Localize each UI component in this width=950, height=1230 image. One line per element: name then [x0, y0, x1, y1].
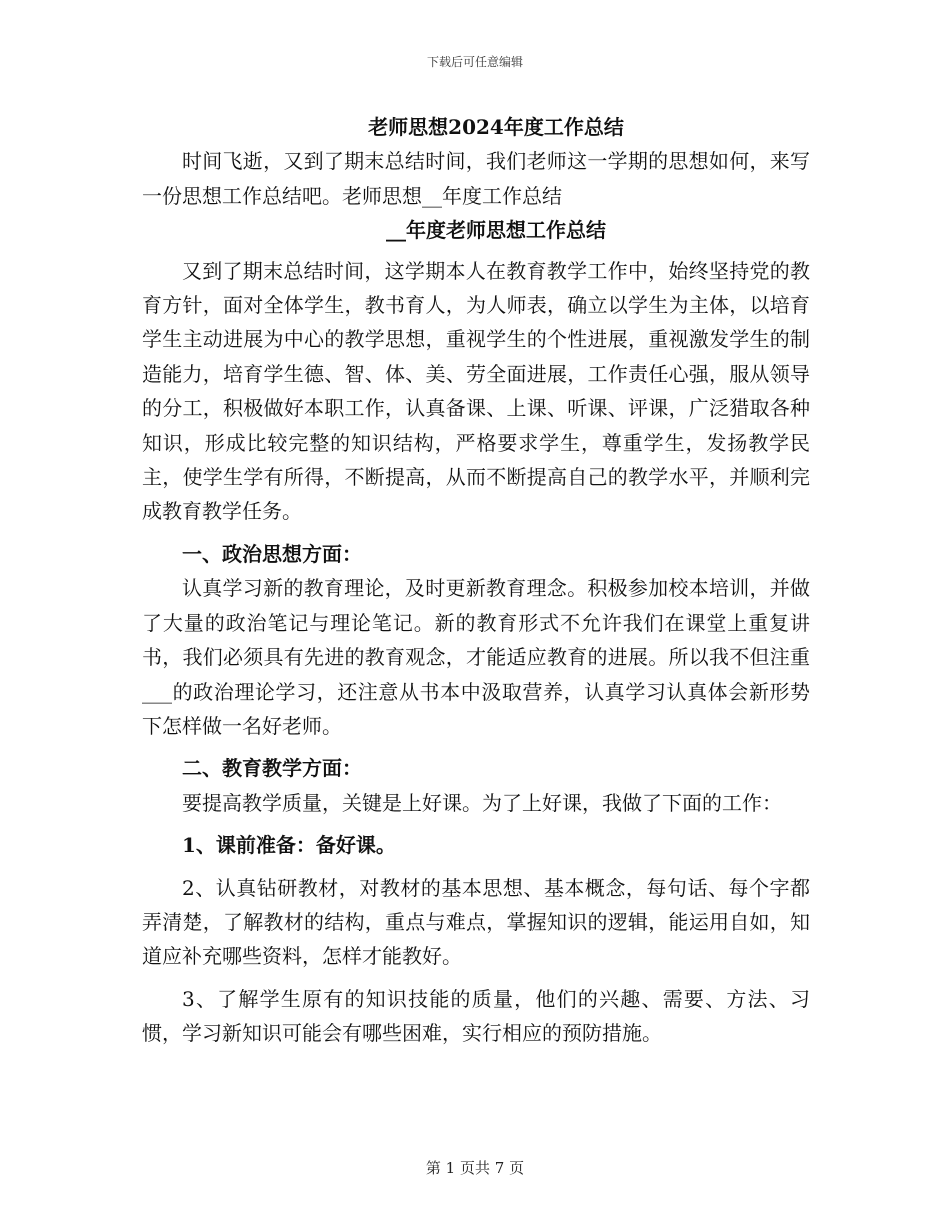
body-paragraph-1: 又到了期末总结时间，这学期本人在教育教学工作中，始终坚持党的教育方针，面对全体学生，教书育人，为人师表，确立以学生为主体，以培育学生主动进展为中心的教学思想，重视学生的个性进展，重视激发学生的制造能力，培育学生德、智、体、美、劳全面进展，工作责任心强，服从领导的分工，积极做好本职工作，认真备课、上课、听课、评课，广泛猎取各种知识，形成比较完整的知识结构，严格要求学生，尊重学生，发扬教学民主，使学生学有所得，不断提高，从而不断提高自己的教学水平，并顺利完成教育教学任务。 — [142, 258, 810, 524]
section-heading-teaching: 二、教育教学方面： — [182, 756, 362, 781]
body-paragraph-5: 3、了解学生原有的知识技能的质量，他们的兴趣、需要、方法、习惯，学习新知识可能会有哪些困难，实行相应的预防措施。 — [142, 986, 810, 1046]
document-body — [142, 110, 810, 1051]
document-subtitle: __年度老师思想工作总结 — [386, 218, 606, 243]
body-paragraph-2: 认真学习新的教育理论，及时更新教育理念。积极参加校本培训，并做了大量的政治笔记与理论笔记。新的教育形式不允许我们在课堂上重复讲书，我们必须具有先进的教育观念，才能适应教育的进展。所以我不但注重___的政治理论学习，还注意从书本中汲取营养，认真学习认真体会新形势下怎样做一名好老师。 — [142, 576, 810, 738]
page-header-note: 下载后可任意编辑 — [426, 55, 523, 69]
body-paragraph-4: 2、认真钻研教材，对教材的基本思想、基本概念，每句话、每个字都弄清楚，了解教材的结构，重点与难点，掌握知识的逻辑，能运用自如，知道应补充哪些资料，怎样才能教好。 — [142, 875, 810, 969]
document-title: 老师思想2024年度工作总结 — [368, 115, 624, 139]
page-footer: 第 1 页共 7 页 — [425, 1159, 525, 1177]
section-heading-political: 一、政治思想方面： — [182, 541, 362, 566]
intro-paragraph: 时间飞逝，又到了期末总结时间，我们老师这一学期的思想如何，来写一份思想工作总结吧。老师思想__年度工作总结 — [142, 149, 810, 208]
body-paragraph-3: 要提高教学质量，关键是上好课。为了上好课，我做了下面的工作： — [182, 790, 782, 815]
section-heading-preparation: 1、课前准备：备好课。 — [182, 833, 396, 858]
